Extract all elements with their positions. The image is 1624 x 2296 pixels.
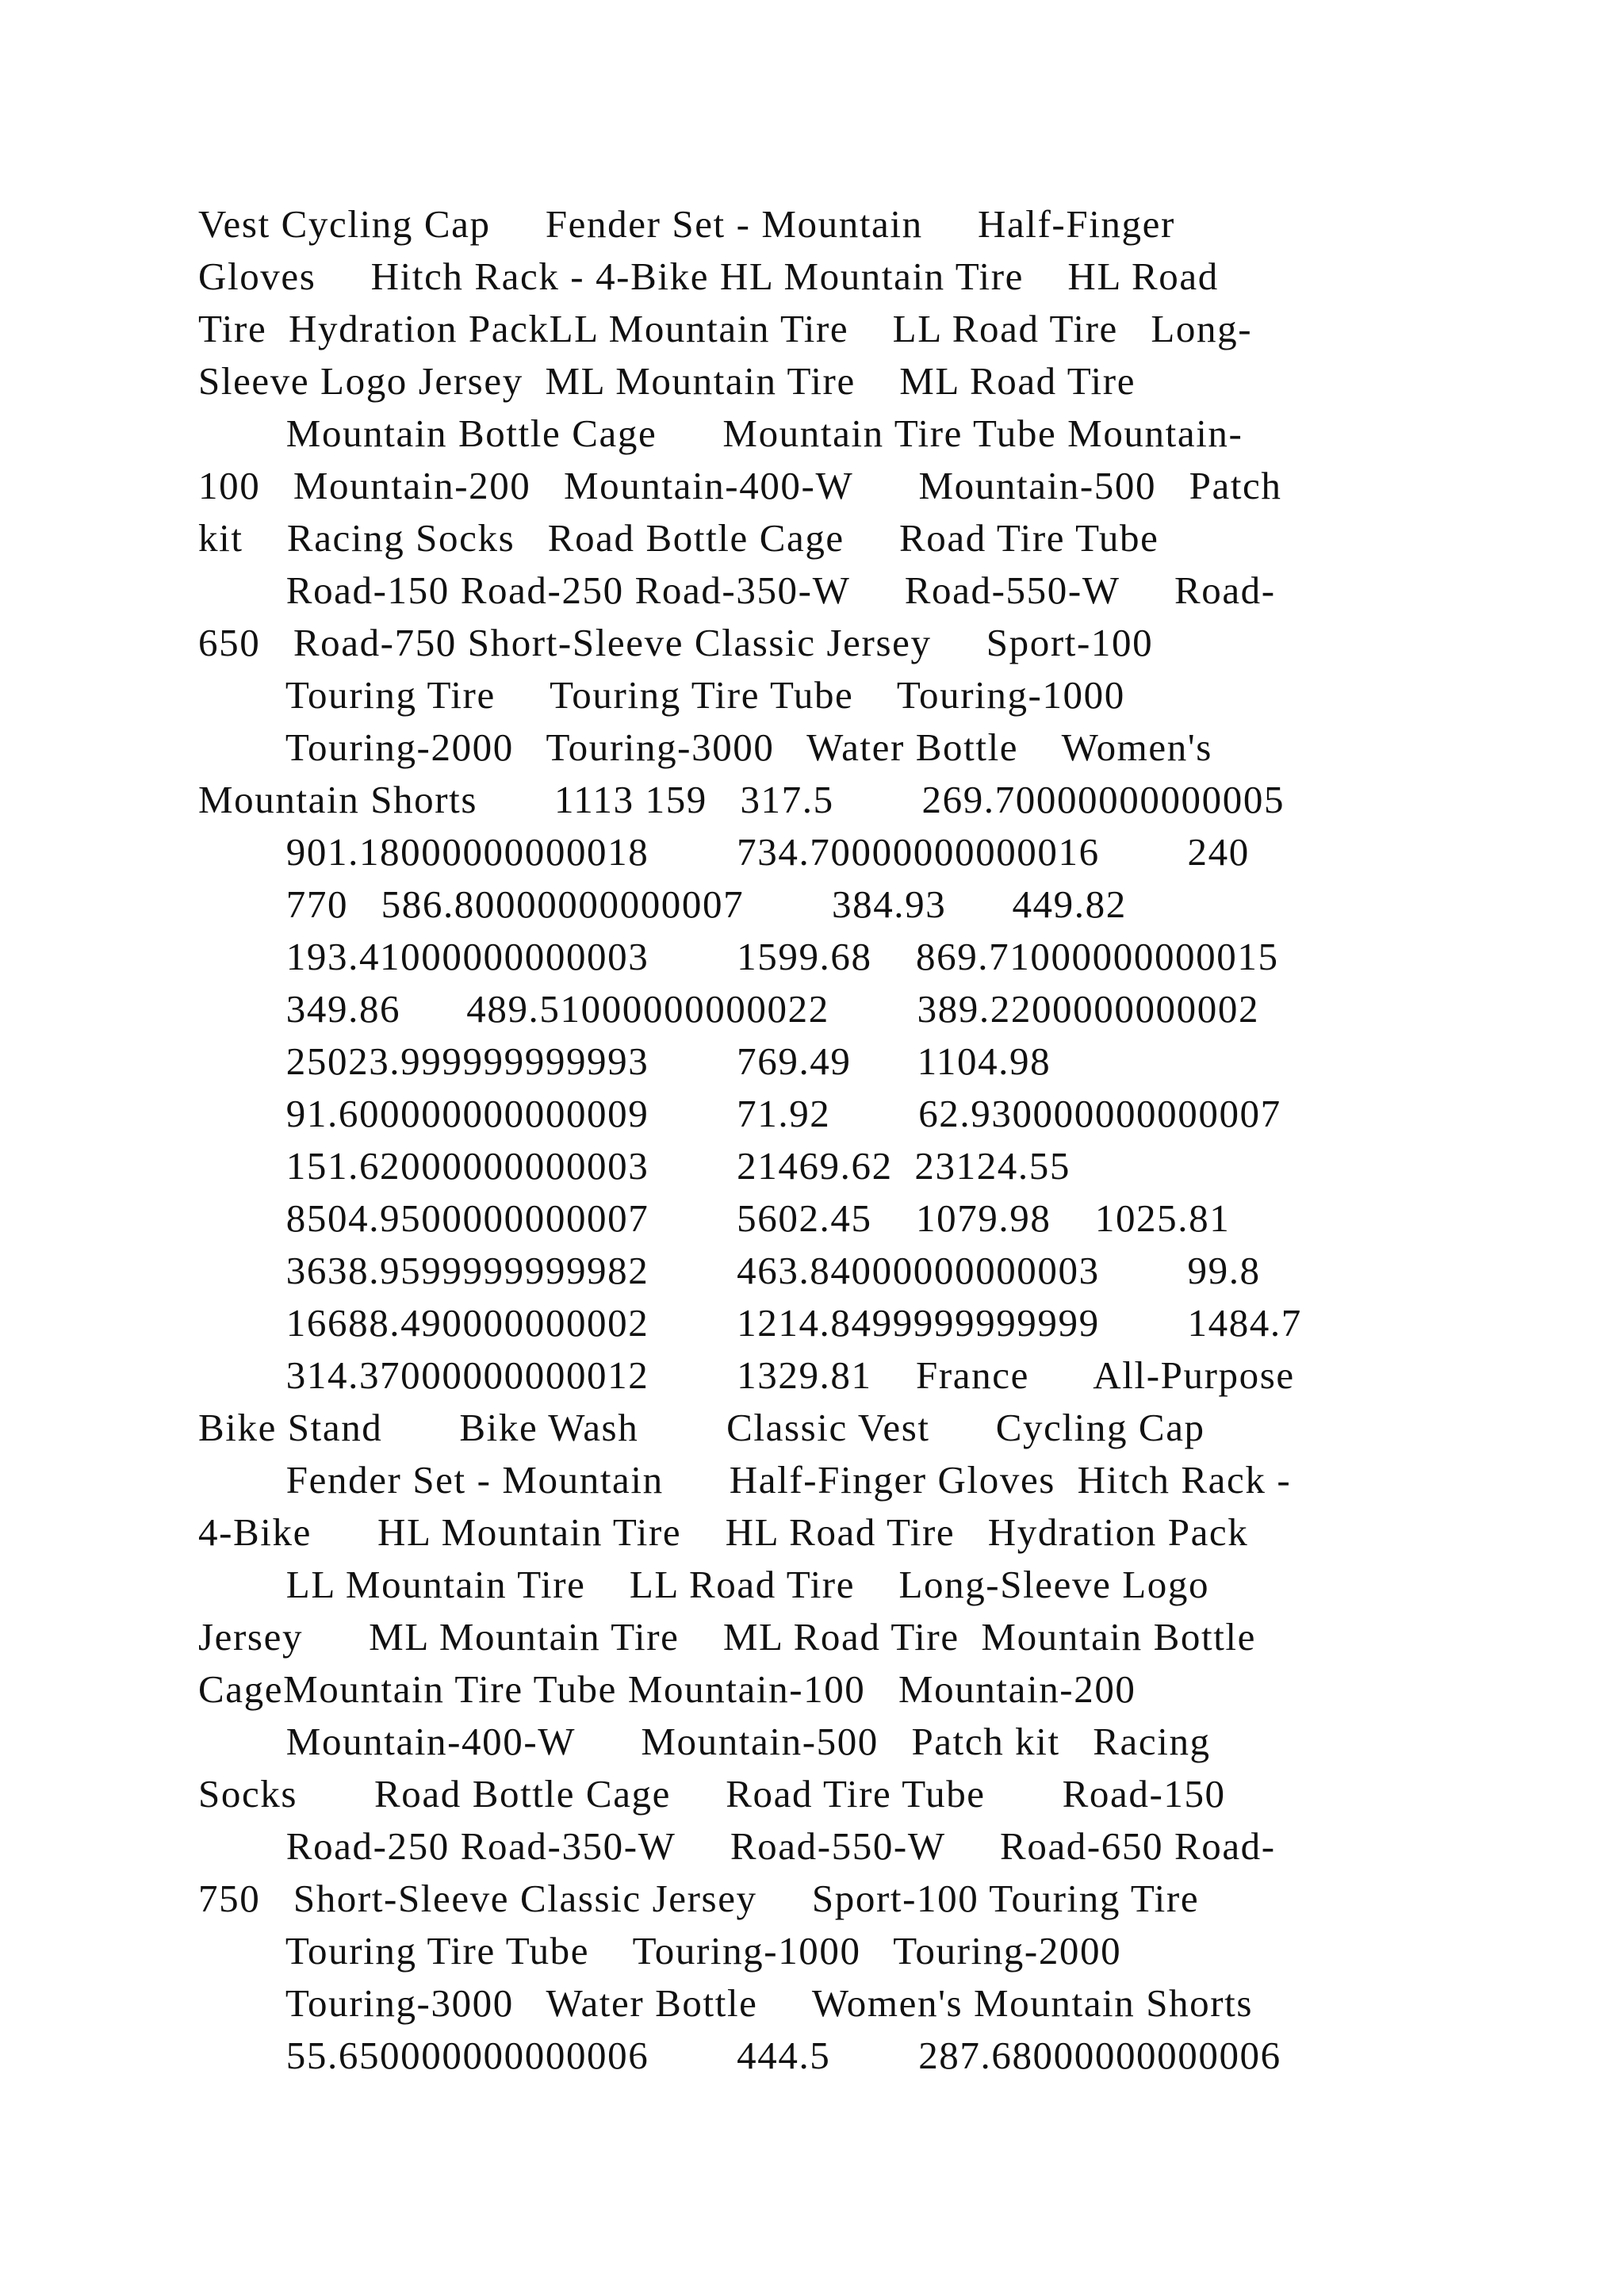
text-line: 349.86 489.51000000000022 389.2200000000002 (198, 987, 1260, 1031)
text-line: Touring Tire Touring Tire Tube Touring-1000 (198, 673, 1125, 717)
text-line: Mountain Bottle Cage Mountain Tire Tube Mountain- (198, 411, 1243, 455)
text-line: 8504.9500000000007 5602.45 1079.98 1025.81 (198, 1196, 1231, 1240)
text-line: CageMountain Tire Tube Mountain-100 Mountain-200 (198, 1667, 1136, 1711)
text-line: 25023.999999999993 769.49 1104.98 (198, 1039, 1051, 1083)
text-line: Socks Road Bottle Cage Road Tire Tube Road-150 (198, 1772, 1226, 1816)
text-line: LL Mountain Tire LL Road Tire Long-Sleeve Logo (198, 1563, 1210, 1606)
text-line: Sleeve Logo Jersey ML Mountain Tire ML Road Tire (198, 359, 1136, 403)
text-line: Tire Hydration PackLL Mountain Tire LL Road Tire Long- (198, 307, 1253, 350)
text-line: Bike Stand Bike Wash Classic Vest Cycling Cap (198, 1406, 1205, 1449)
text-line: Mountain Shorts 1113 159 317.5 269.70000000000005 (198, 778, 1285, 821)
text-line: 4-Bike HL Mountain Tire HL Road Tire Hydration Pack (198, 1510, 1249, 1554)
text-line: Road-250 Road-350-W Road-550-W Road-650 Road- (198, 1824, 1276, 1868)
text-line: 650 Road-750 Short-Sleeve Classic Jersey Sport-100 (198, 621, 1154, 664)
text-line: Touring Tire Tube Touring-1000 Touring-2000 (198, 1929, 1122, 1973)
text-line: Fender Set - Mountain Half-Finger Gloves Hitch Rack - (198, 1458, 1292, 1502)
text-line: 901.18000000000018 734.70000000000016 240 (198, 830, 1250, 874)
text-line: 100 Mountain-200 Mountain-400-W Mountain-500 Patch (198, 464, 1282, 507)
text-line: kit Racing Socks Road Bottle Cage Road Tire Tube (198, 516, 1159, 560)
text-line: Mountain-400-W Mountain-500 Patch kit Racing (198, 1720, 1211, 1763)
text-line: 151.62000000000003 21469.62 23124.55 (198, 1144, 1071, 1188)
text-line: 16688.490000000002 1214.8499999999999 1484.7 (198, 1301, 1302, 1345)
text-line: Vest Cycling Cap Fender Set - Mountain Half-Finger (198, 202, 1175, 246)
text-line: Jersey ML Mountain Tire ML Road Tire Mountain Bottle (198, 1615, 1256, 1659)
text-line: Road-150 Road-250 Road-350-W Road-550-W Road- (198, 568, 1276, 612)
text-line: 91.600000000000009 71.92 62.930000000000007 (198, 1092, 1281, 1135)
text-line: 770 586.80000000000007 384.93 449.82 (198, 882, 1127, 926)
text-line: Gloves Hitch Rack - 4-Bike HL Mountain Tire HL Road (198, 254, 1219, 298)
text-line: 55.650000000000006 444.5 287.68000000000006 (198, 2034, 1281, 2077)
text-line: 314.37000000000012 1329.81 France All-Purpose (198, 1353, 1295, 1397)
text-line: 193.41000000000003 1599.68 869.71000000000015 (198, 935, 1279, 978)
text-line: Touring-3000 Water Bottle Women's Mountain Shorts (198, 1981, 1254, 2025)
text-line: 750 Short-Sleeve Classic Jersey Sport-100 Touring Tire (198, 1877, 1200, 1920)
text-line: Touring-2000 Touring-3000 Water Bottle Women's (198, 725, 1212, 769)
text-line: 3638.9599999999982 463.84000000000003 99.8 (198, 1249, 1261, 1292)
